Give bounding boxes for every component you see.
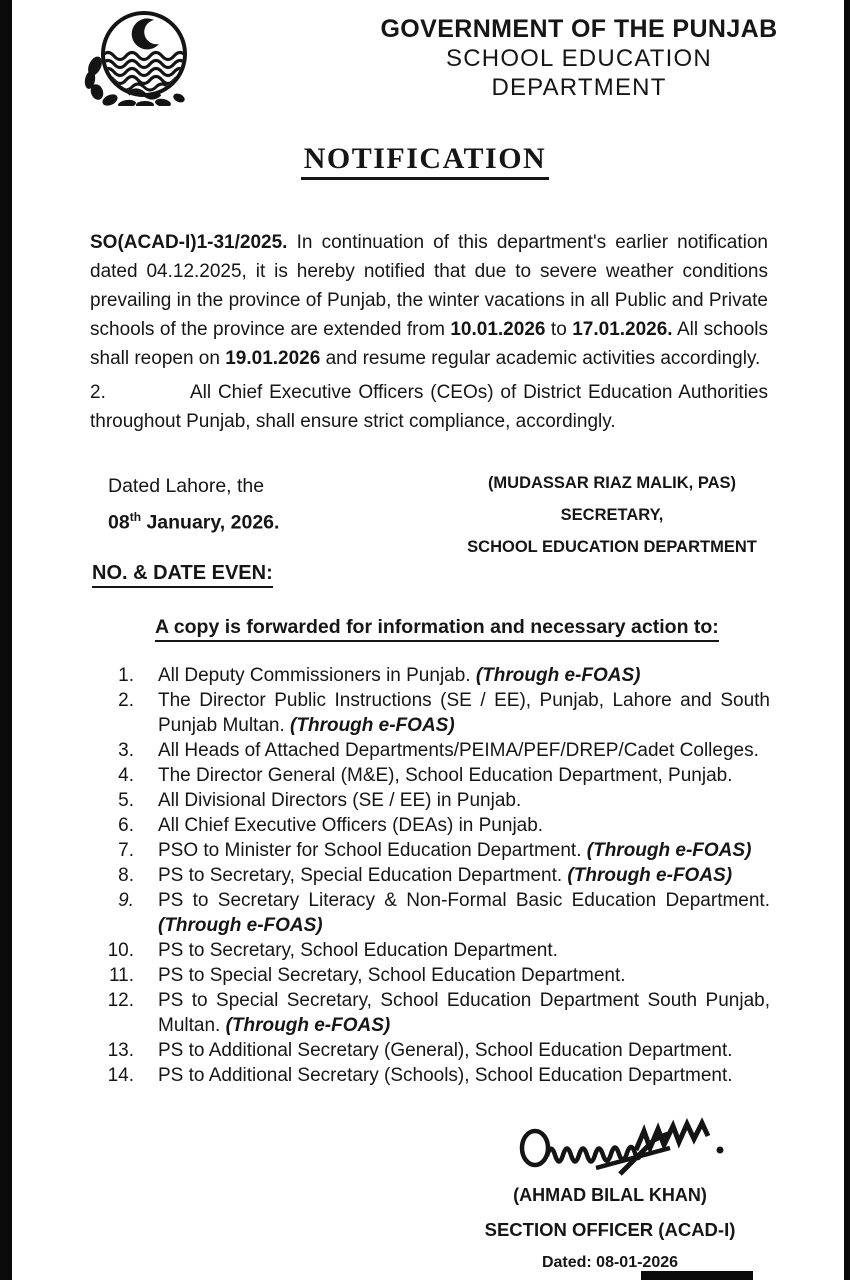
copy-list-item <box>92 838 770 863</box>
officer-designation: SECTION OFFICER (ACAD-I) <box>484 1219 736 1240</box>
copy-list-item <box>92 963 770 988</box>
no-date-even-label: NO. & DATE EVEN: <box>92 562 273 588</box>
signatory-name: (MUDASSAR RIAZ MALIK, PAS) <box>487 474 737 492</box>
copy-list-item <box>92 888 770 938</box>
copy-list-item <box>92 988 770 1038</box>
redaction-bar <box>641 1271 753 1280</box>
copy-forwarded-label: A copy is forwarded for information and necessary action to: <box>155 616 719 642</box>
dated-rest: January, 2026. <box>141 511 280 534</box>
bold-text-segment: SO(ACAD-I)1-31/2025. <box>90 232 288 253</box>
copy-list-item-number: 11. <box>108 965 134 986</box>
dated-day: 08 <box>108 511 130 534</box>
through-efoas-note: (Through e-FOAS) <box>290 715 455 736</box>
punjab-government-crest-icon <box>82 10 196 106</box>
copy-list-item-text: PS to Special Secretary, School Education Department South Punjab, Multan. (Through e-FOAS) <box>158 990 770 1036</box>
text-segment: to <box>545 319 573 340</box>
copy-list-item-number: 4. <box>118 765 134 786</box>
copy-list-item-number: 7. <box>118 840 134 861</box>
copy-list-item-number: 14. <box>107 1065 134 1086</box>
copy-list-item <box>92 813 770 838</box>
copy-list-item-text: PS to Secretary Literacy & Non-Formal Basic Education Department. (Through e-FOAS) <box>158 890 770 936</box>
signature-date: Dated: 08-01-2026 <box>541 1254 679 1271</box>
copy-list-item-text: PS to Secretary, School Education Department. <box>158 940 558 961</box>
dated-date-line <box>108 505 279 535</box>
copy-list-item-text: PSO to Minister for School Education Department. (Through e-FOAS) <box>158 840 752 861</box>
copy-list-item-number: 3. <box>118 740 134 761</box>
text-segment: All schools shall reopen on <box>90 319 769 369</box>
dated-place-line: Dated Lahore, the <box>108 475 265 497</box>
copy-forwarded-heading <box>155 616 719 642</box>
copy-list-item <box>92 863 770 888</box>
government-title: GOVERNMENT OF THE PUNJAB <box>380 15 778 43</box>
copy-list-item-number: 1. <box>118 665 134 686</box>
copy-list-item-text: All Heads of Attached Departments/PEIMA/PEF/DREP/Cadet Colleges. <box>158 740 759 761</box>
copy-list-item-number: 5. <box>118 790 134 811</box>
copy-list-item <box>92 763 770 788</box>
copy-list-item <box>92 1038 770 1063</box>
dated-block <box>108 474 279 535</box>
scan-edge-left <box>0 0 12 1280</box>
copy-list-item-number: 8. <box>118 865 134 886</box>
copy-list-item-number: 13. <box>107 1040 134 1061</box>
document-title-wrap <box>0 142 850 180</box>
department-header <box>378 14 780 102</box>
copy-list-item-number: 9. <box>118 890 134 911</box>
through-efoas-note: (Through e-FOAS) <box>567 865 733 886</box>
signatory-title: SECRETARY, <box>560 506 664 524</box>
copy-list-item <box>92 788 770 813</box>
department-title: SCHOOL EDUCATION DEPARTMENT <box>446 45 712 101</box>
paragraph-number: 2. <box>90 382 106 403</box>
copy-list-item-text: The Director Public Instructions (SE / EE), Punjab, Lahore and South Punjab Multan. (Through e-FOAS) <box>158 690 770 736</box>
bold-text-segment: 17.01.2026. <box>572 319 673 340</box>
bold-text-segment: 10.01.2026 <box>450 319 546 340</box>
signatory-block <box>462 473 762 569</box>
no-date-even-heading <box>92 562 273 588</box>
bold-text-segment: 19.01.2026 <box>225 348 321 369</box>
copy-list-item-text: PS to Secretary, Special Education Department. (Through e-FOAS) <box>158 865 733 886</box>
copy-list-item-text: The Director General (M&E), School Education Department, Punjab. <box>158 765 733 786</box>
copy-list-item <box>92 663 770 688</box>
section-officer-signature-block <box>455 1106 765 1272</box>
through-efoas-note: (Through e-FOAS) <box>158 915 323 936</box>
copy-list <box>92 663 770 1088</box>
through-efoas-note: (Through e-FOAS) <box>475 665 641 686</box>
copy-list-item-text: PS to Additional Secretary (General), School Education Department. <box>158 1040 733 1061</box>
text-segment: and resume regular academic activities accordingly. <box>320 348 761 369</box>
copy-list-item <box>92 938 770 963</box>
copy-list-item-text: All Chief Executive Officers (DEAs) in Punjab. <box>158 815 544 836</box>
document-title: NOTIFICATION <box>301 142 549 180</box>
copy-list-item <box>92 1063 770 1088</box>
signatory-department: SCHOOL EDUCATION DEPARTMENT <box>467 538 757 556</box>
through-efoas-note: (Through e-FOAS) <box>586 840 752 861</box>
handwritten-signature-icon <box>518 1106 730 1178</box>
officer-name: (AHMAD BILAL KHAN) <box>513 1185 707 1205</box>
copy-list-item-text: All Deputy Commissioners in Punjab. (Through e-FOAS) <box>158 665 641 686</box>
dated-day-suffix: th <box>129 510 142 524</box>
through-efoas-note: (Through e-FOAS) <box>225 1015 391 1036</box>
compliance-text: All Chief Executive Officers (CEOs) of District Education Authorities throughout Punjab, shall ensure strict compliance, accordingly. <box>90 382 768 432</box>
text-segment: In continuation of this department's earlier notification dated 04.12.2025, it is hereby notified that due to severe weather conditions prevailing in the province of Punjab, the winter vacations in all Public and Private schools of the province are extended from <box>90 232 768 340</box>
copy-list-item-text: PS to Additional Secretary (Schools), School Education Department. <box>158 1065 733 1086</box>
copy-list-item-number: 10. <box>107 940 134 961</box>
copy-list-item-number: 2. <box>118 690 134 711</box>
compliance-paragraph <box>90 378 768 436</box>
copy-list-item-number: 12. <box>107 990 134 1011</box>
copy-list-item <box>92 688 770 738</box>
copy-list-item <box>92 738 770 763</box>
notification-paragraph <box>90 228 768 373</box>
copy-list-item-text: All Divisional Directors (SE / EE) in Punjab. <box>158 790 522 811</box>
copy-list-item-text: PS to Special Secretary, School Education Department. <box>158 965 626 986</box>
copy-list-item-number: 6. <box>118 815 134 836</box>
scan-edge-right <box>844 0 850 1280</box>
